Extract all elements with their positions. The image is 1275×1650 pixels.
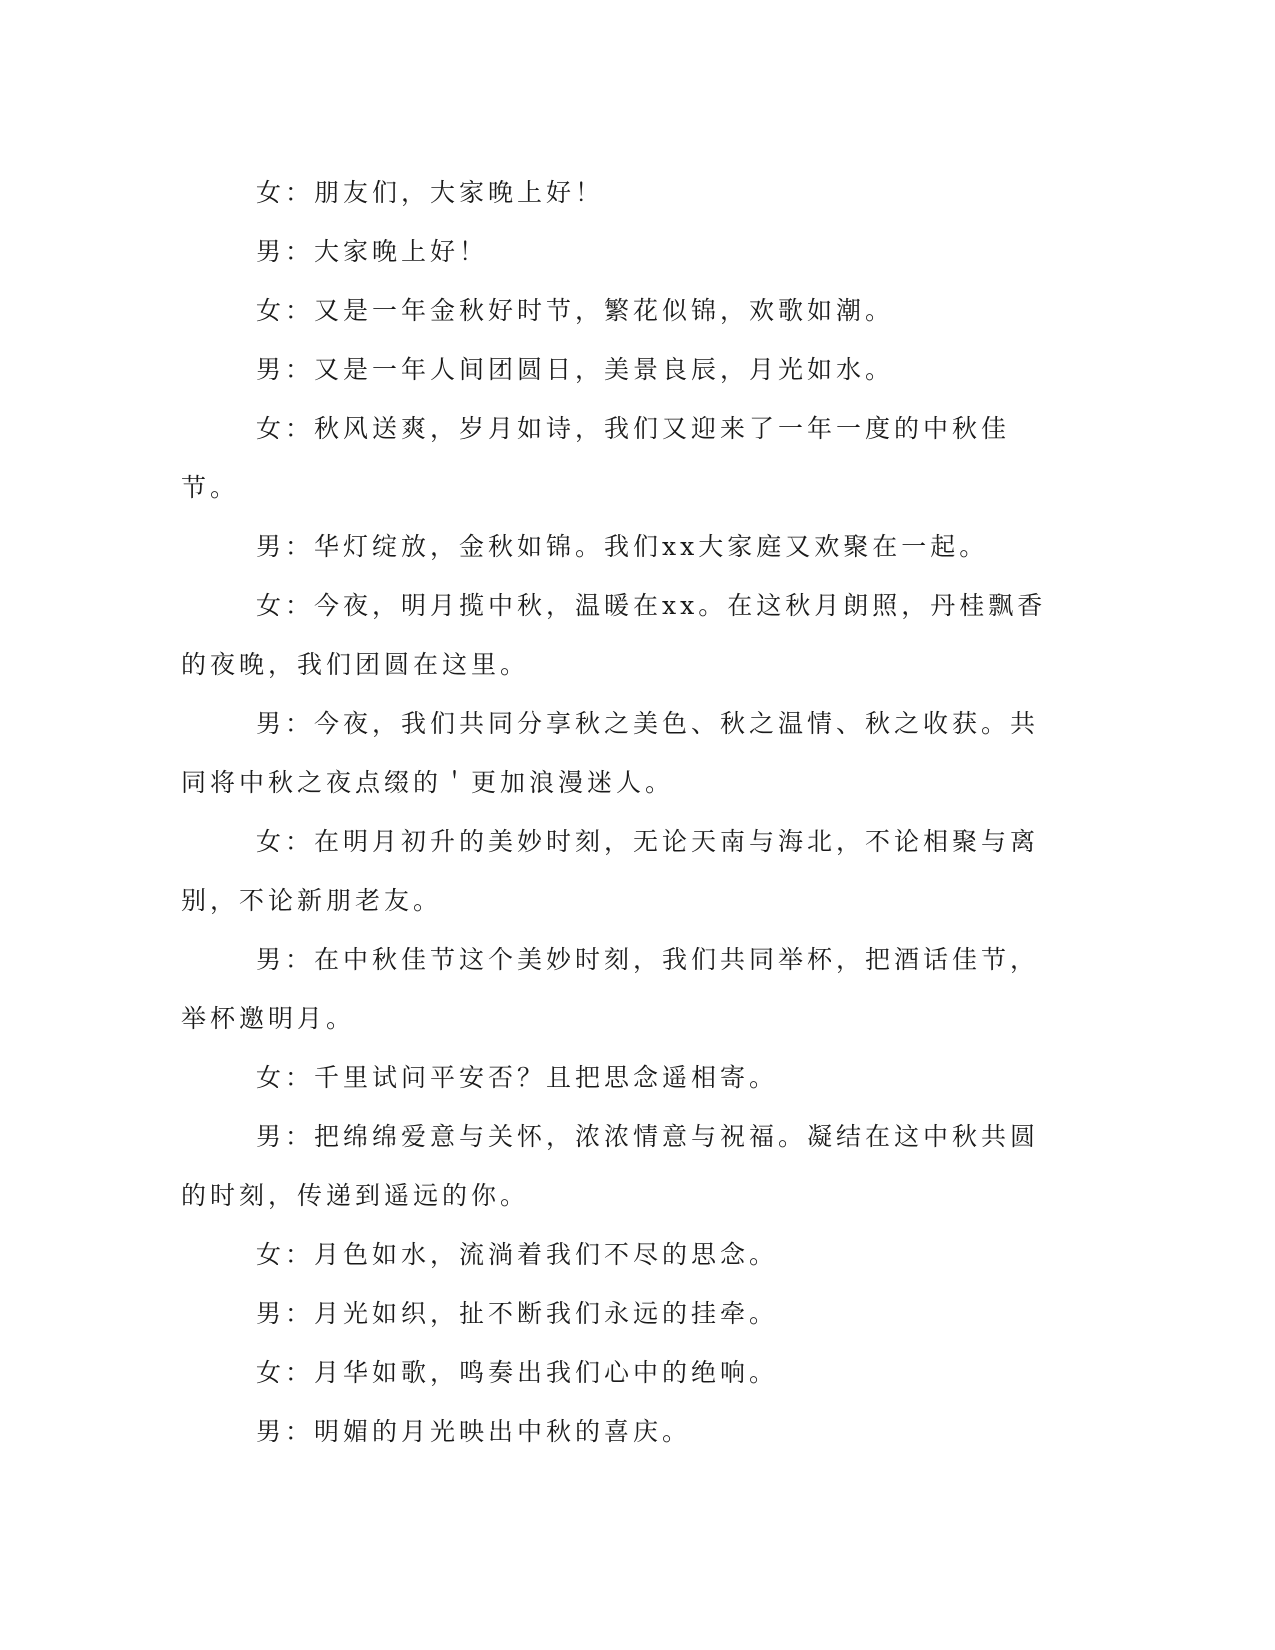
dialogue-line-3: 女：又是一年金秋好时节，繁花似锦，欢歌如潮。: [256, 296, 895, 325]
dialogue-line-9: 女：在明月初升的美妙时刻，无论天南与海北，不论相聚与离别，不论新朋老友。: [181, 827, 1040, 915]
dialogue-line-14: 男：月光如织，扯不断我们永远的挂牵。: [256, 1299, 779, 1328]
dialogue-line-5: 女：秋风送爽，岁月如诗，我们又迎来了一年一度的中秋佳节。: [181, 414, 1011, 502]
dialogue-line-1: 女：朋友们，大家晚上好！: [256, 178, 605, 207]
dialogue-line-2: 男：大家晚上好！: [256, 237, 489, 266]
dialogue-line-7: 女：今夜，明月揽中秋，温暖在xx。在这秋月朗照，丹桂飘香的夜晚，我们团圆在这里。: [181, 591, 1047, 679]
dialogue-line-11: 女：千里试问平安否？且把思念遥相寄。: [256, 1063, 779, 1092]
dialogue-line-6: 男：华灯绽放，金秋如锦。我们xx大家庭又欢聚在一起。: [256, 532, 989, 561]
dialogue-line-15: 女：月华如歌，鸣奏出我们心中的绝响。: [256, 1358, 779, 1387]
dialogue-line-12: 男：把绵绵爱意与关怀，浓浓情意与祝福。凝结在这中秋共圆的时刻，传递到遥远的你。: [181, 1122, 1040, 1210]
dialogue-line-10: 男：在中秋佳节这个美妙时刻，我们共同举杯，把酒话佳节，举杯邀明月。: [181, 945, 1040, 1033]
dialogue-line-16: 男：明媚的月光映出中秋的喜庆。: [256, 1417, 692, 1446]
dialogue-line-8: 男：今夜，我们共同分享秋之美色、秋之温情、秋之收获。共同将中秋之夜点缀的＇更加浪漫迷人。: [181, 709, 1040, 797]
dialogue-line-4: 男：又是一年人间团圆日，美景良辰，月光如水。: [256, 355, 895, 384]
document-body: [181, 163, 1051, 1461]
dialogue-line-13: 女：月色如水，流淌着我们不尽的思念。: [256, 1240, 779, 1269]
